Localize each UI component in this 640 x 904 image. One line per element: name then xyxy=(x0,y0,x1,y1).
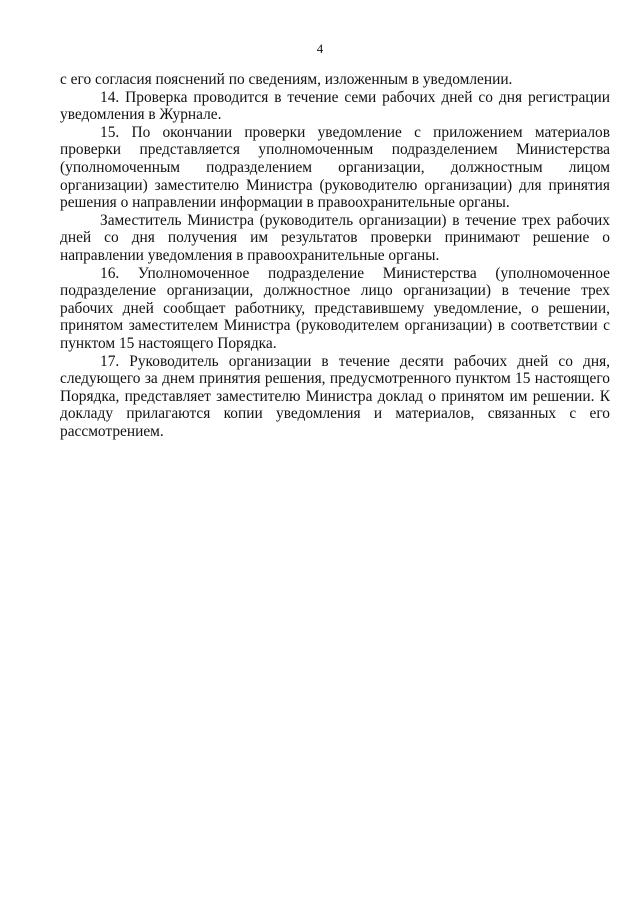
paragraph-item-16: 16. Уполномоченное подразделение Министерства (уполномоченное подразделение организации, должностное лицо организации) в течение трех рабочих дней сообщает работнику, представившему уведомление, о решении, принятом заместителем Министра (руководителем организации) в соответствии с пунктом 15 настоящего Порядка. xyxy=(60,264,610,352)
document-body xyxy=(60,71,610,440)
paragraph-item-17: 17. Руководитель организации в течение десяти рабочих дней со дня, следующего за днем принятия решения, предусмотренного пунктом 15 настоящего Порядка, представляет заместителю Министра доклад о принятом им решении. К докладу прилагаются копии уведомления и материалов, связанных с его рассмотрением. xyxy=(60,352,610,440)
paragraph-deputy-minister-decision: Заместитель Министра (руководитель организации) в течение трех рабочих дней со дня получения им результатов проверки принимают решение о направлении уведомления в правоохранительные органы. xyxy=(60,211,610,264)
paragraph-item-14: 14. Проверка проводится в течение семи рабочих дней со дня регистрации уведомления в Журнале. xyxy=(60,88,610,124)
page-number: 4 xyxy=(316,41,324,56)
paragraph-item-15: 15. По окончании проверки уведомление с приложением материалов проверки представляется уполномоченным подразделением Министерства (уполномоченным подразделением организации, должностным лицом организации) заместителю Министра (руководителю организации) для принятия решения о направлении информации в правоохранительные органы. xyxy=(60,123,610,212)
paragraph-continuation: с его согласия пояснений по сведениям, изложенным в уведомлении. xyxy=(60,71,513,88)
